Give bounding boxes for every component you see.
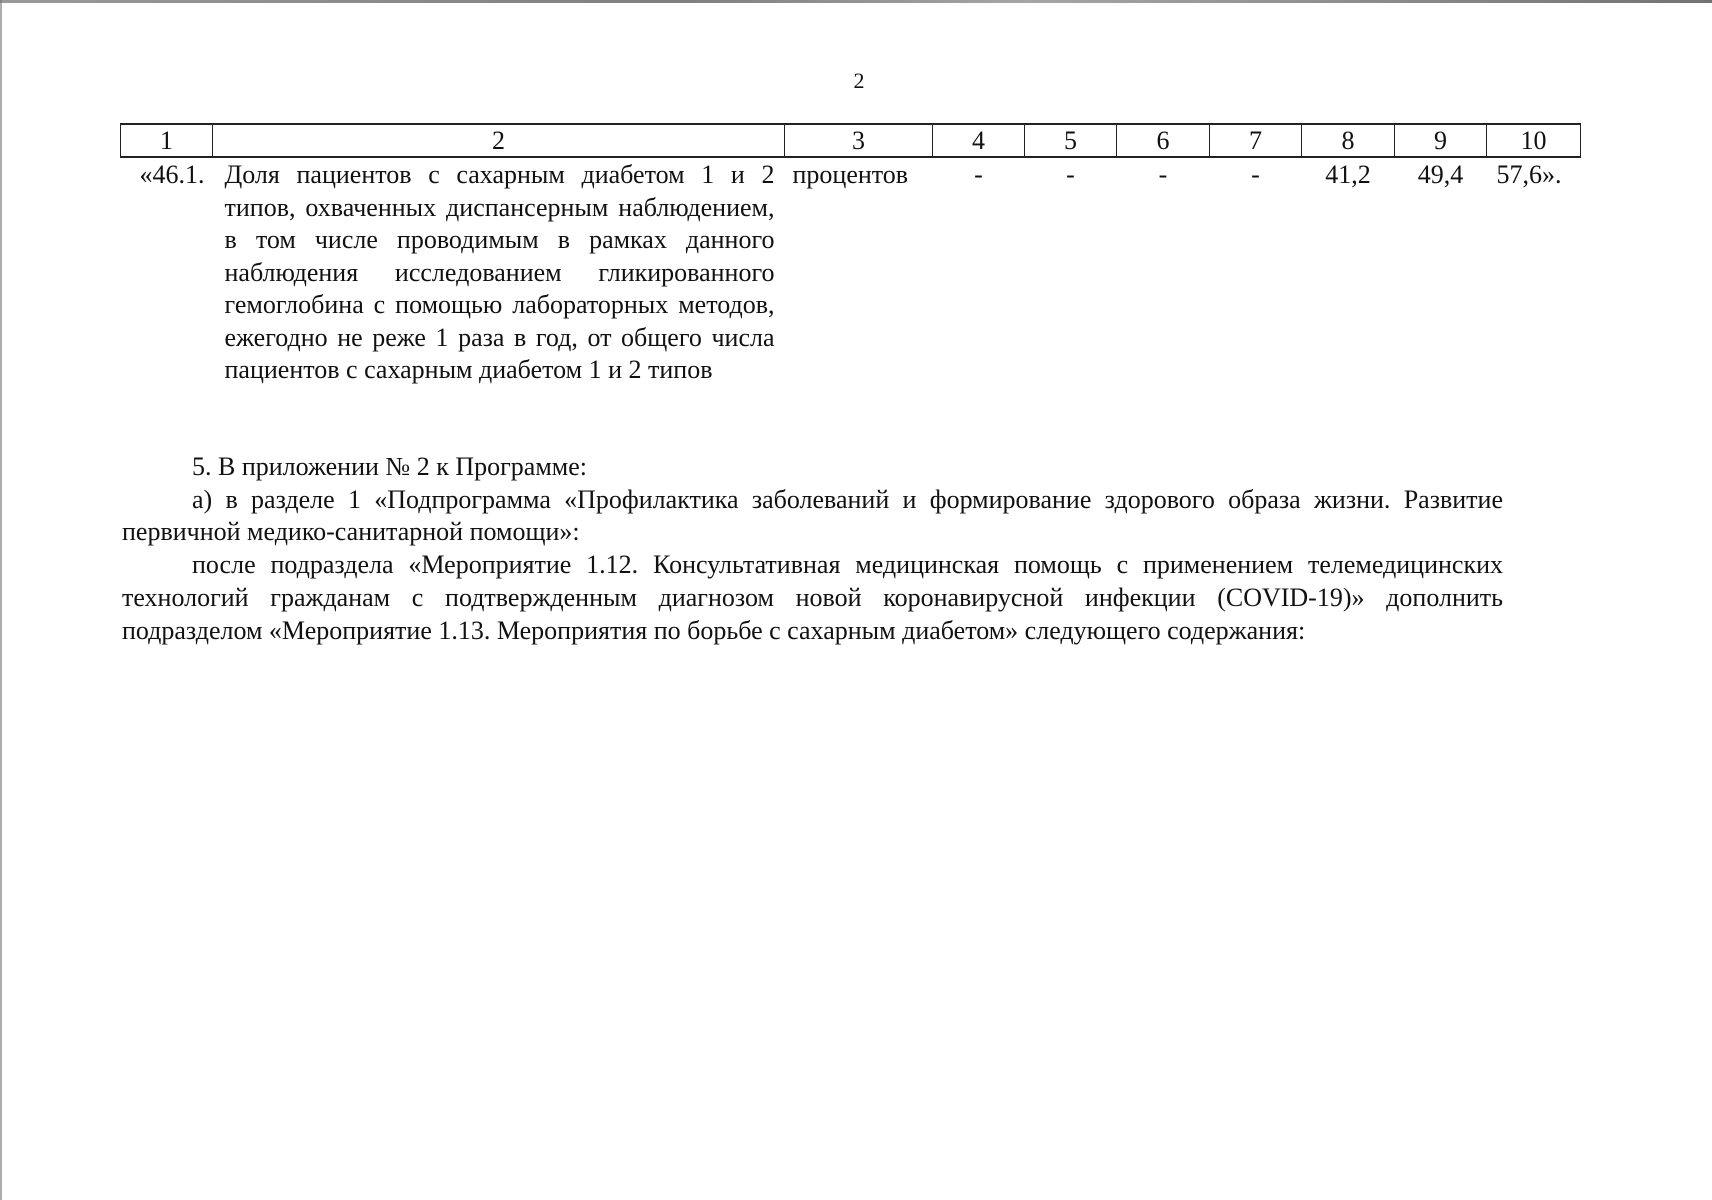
header-col-5: 5 (1025, 124, 1117, 157)
scan-top-edge (0, 0, 1712, 3)
document-body (122, 451, 1503, 647)
scan-left-edge (0, 0, 2, 1200)
header-col-7: 7 (1210, 124, 1302, 157)
paragraph-item-5: 5. В приложении № 2 к Программе: (192, 452, 587, 481)
value-col-8: 41,2 (1325, 160, 1371, 189)
unit-cell: процентов (792, 160, 909, 189)
row-number: «46.1. (139, 160, 205, 189)
indicator-table (120, 123, 1581, 387)
header-col-9: 9 (1395, 124, 1487, 157)
table-header-row (121, 124, 1581, 157)
header-col-1: 1 (121, 124, 213, 157)
header-col-10: 10 (1487, 124, 1581, 157)
value-col-6: - (1158, 160, 1168, 189)
value-col-4: - (974, 160, 983, 189)
paragraph-after-subsection: после подраздела «Мероприятие 1.12. Консультативная медицинская помощь с применением телемедицинских технологий гражданам с подтвержденным диагнозом новой коронавирусной инфекции (COVID-19)» дополнить подразделом «Мероприятие 1.13. Мероприятия по борьбе с сахарным диабетом» следующего содержания: (122, 550, 1503, 645)
header-col-3: 3 (785, 124, 933, 157)
indicator-name: Доля пациентов с сахарным диабетом 1 и 2 типов, охваченных диспансерным наблюдением, в том числе проводимым в рамках данного наблюдения исследованием гликированного гемоглобина с помощью лабораторных методов, ежегодно не реже 1 раза в год, от общего числа пациентов с сахарным диабетом 1 и 2 типов (224, 160, 775, 384)
value-col-9: 49,4 (1417, 160, 1464, 189)
value-col-10: 57,6». (1496, 160, 1562, 189)
paragraph-item-a: а) в разделе 1 «Подпрограмма «Профилактика заболеваний и формирование здорового образа жизни. Развитие первичной медико-санитарной помощи»: (122, 484, 1503, 547)
header-col-8: 8 (1302, 124, 1395, 157)
header-col-6: 6 (1117, 124, 1210, 157)
header-col-2: 2 (213, 124, 785, 157)
header-col-4: 4 (933, 124, 1025, 157)
table-row (121, 157, 1581, 387)
value-col-5: - (1066, 160, 1075, 189)
page-number-text: 2 (853, 68, 865, 93)
page-number (0, 68, 1712, 94)
value-col-7: - (1251, 160, 1260, 189)
